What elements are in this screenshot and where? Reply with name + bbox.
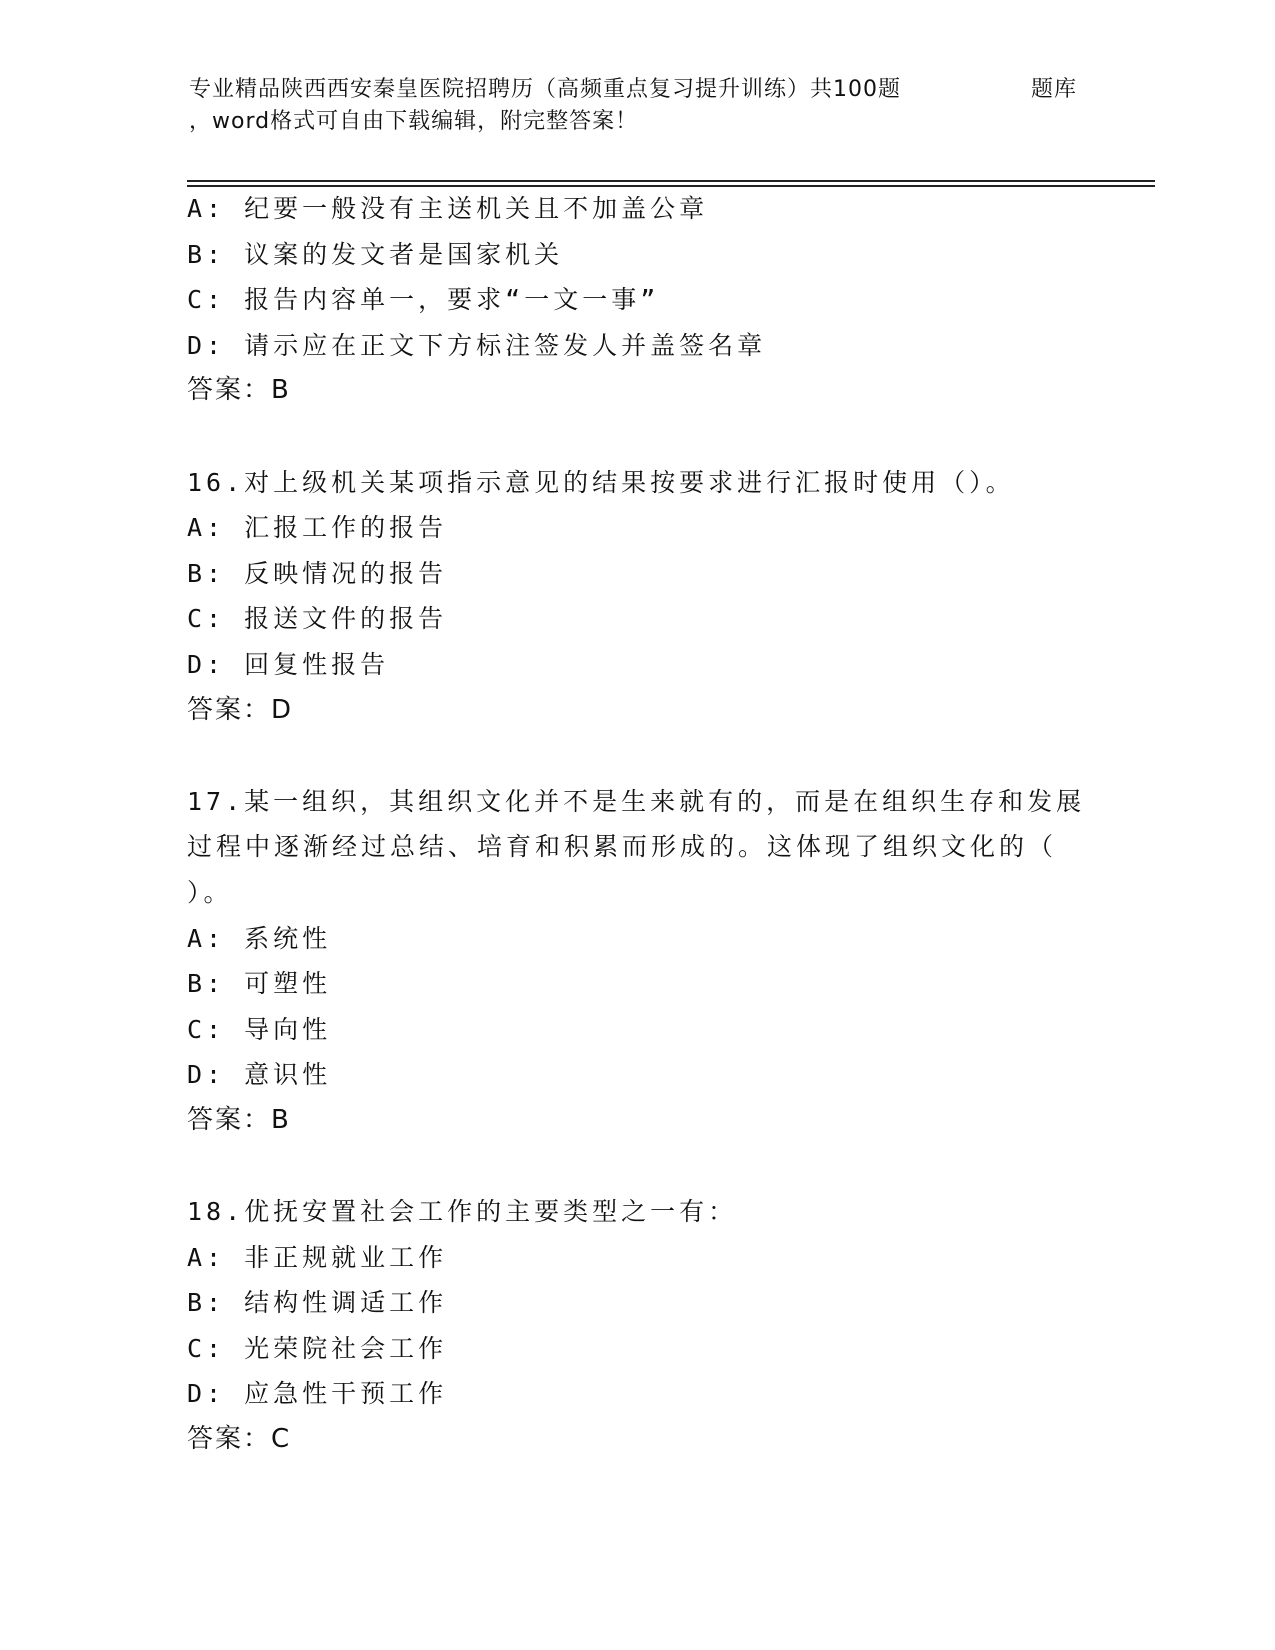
option-a: A: 非正规就业工作 <box>187 1242 448 1272</box>
question-stem-line-2: 过程中逐渐经过总结、培育和积累而形成的。这体现了组织文化的（ <box>187 832 1058 862</box>
option-d: D: 意识性 <box>187 1060 332 1090</box>
question-stem: 16.对上级机关某项指示意见的结果按要求进行汇报时使用（）。 <box>187 467 1015 497</box>
option-b: B: 反映情况的报告 <box>187 558 448 588</box>
option-b: B: 结构性调适工作 <box>187 1288 448 1318</box>
question-17 <box>187 779 1087 1144</box>
option-c: C: 光荣院社会工作 <box>187 1333 448 1363</box>
answer: 答案：B <box>187 1104 291 1135</box>
option-b: B: 可塑性 <box>187 969 332 999</box>
spacer <box>187 1143 1087 1189</box>
question-16 <box>187 460 1087 734</box>
option-c: C: 报告内容单一，要求“一文一事” <box>187 285 660 315</box>
question-15-tail <box>187 186 1087 414</box>
answer: 答案：D <box>187 694 294 725</box>
option-a: A: 汇报工作的报告 <box>187 513 448 543</box>
header-tag: 题库 <box>1031 77 1078 102</box>
question-18 <box>187 1189 1087 1463</box>
document-header <box>189 74 1089 138</box>
document-body <box>187 186 1087 1463</box>
spacer <box>187 733 1087 779</box>
answer: 答案：C <box>187 1424 292 1455</box>
question-stem: 18.优抚安置社会工作的主要类型之一有： <box>187 1197 738 1227</box>
answer: 答案：B <box>187 375 291 406</box>
option-a: A: 系统性 <box>187 923 332 953</box>
header-subtitle-line: ，word格式可自由下载编辑，附完整答案！ <box>189 109 639 134</box>
option-b: B: 议案的发文者是国家机关 <box>187 239 564 269</box>
option-c: C: 导向性 <box>187 1014 332 1044</box>
question-stem-line-1: 17.某一组织，其组织文化并不是生来就有的，而是在组织生存和发展 <box>187 786 1086 816</box>
option-d: D: 应急性干预工作 <box>187 1379 448 1409</box>
question-stem-line-3: ）。 <box>187 877 233 907</box>
option-d: D: 回复性报告 <box>187 649 390 679</box>
header-rule-top <box>187 180 1155 182</box>
spacer <box>187 414 1087 460</box>
option-d: D: 请示应在正文下方标注签发人并盖签名章 <box>187 330 767 360</box>
option-a: A: 纪要一般没有主送机关且不加盖公章 <box>187 194 709 223</box>
header-title-line: 专业精品陕西西安秦皇医院招聘历（高频重点复习提升训练）共100题 <box>189 77 901 102</box>
option-c: C: 报送文件的报告 <box>187 604 448 634</box>
